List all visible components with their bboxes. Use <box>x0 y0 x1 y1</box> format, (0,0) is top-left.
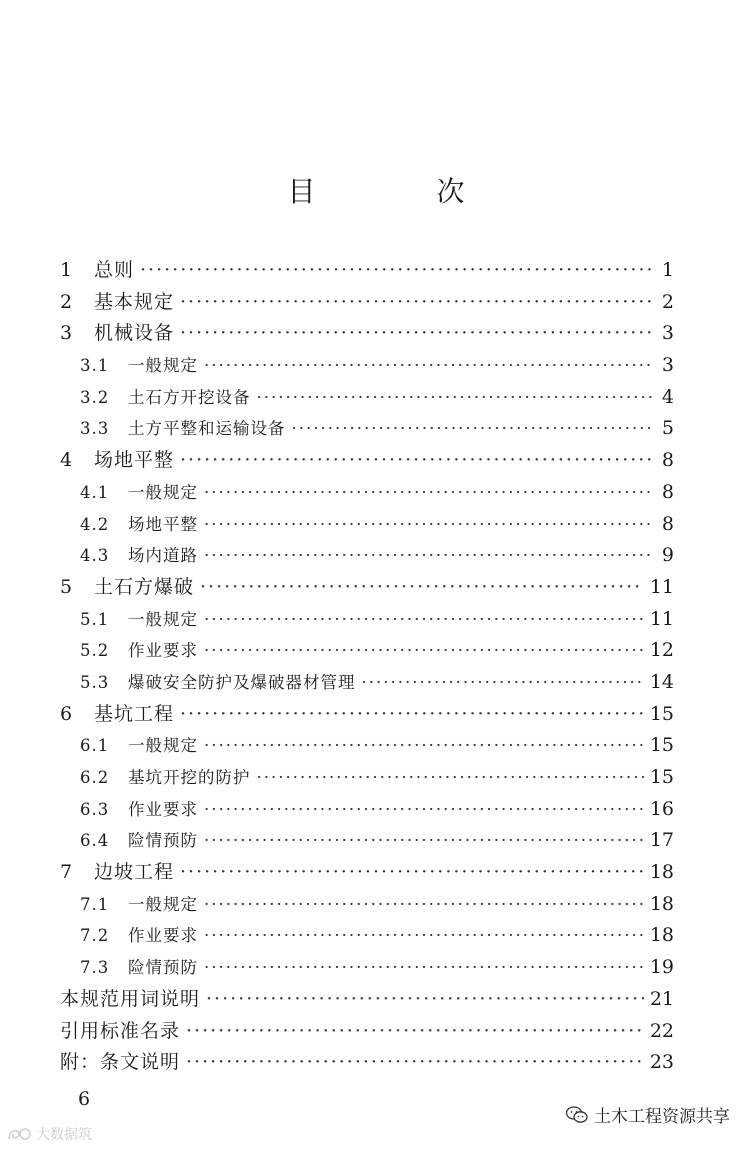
toc-dot-leader <box>362 667 644 699</box>
watermark-right-text: 土木工程资源共享 <box>594 1107 730 1127</box>
toc-entry-label: 险情预防 <box>128 958 198 978</box>
toc-dot-leader <box>180 445 654 477</box>
toc-entry-page: 9 <box>661 544 674 567</box>
toc-entry-label: 基坑开挖的防护 <box>128 768 251 787</box>
logo-icon <box>6 1125 34 1143</box>
toc-entry-page: 17 <box>649 829 674 852</box>
toc-entry-page: 3 <box>661 322 674 345</box>
toc-entry-label: 附：条文说明 <box>60 1051 181 1074</box>
toc-dot-leader <box>204 604 644 636</box>
toc-entry-number: 6.2 <box>80 768 110 787</box>
toc-entry-number: 7.1 <box>80 894 110 914</box>
toc-entry-number: 5.1 <box>80 609 110 629</box>
toc-dot-leader <box>204 730 644 762</box>
toc-entry-number: 3.3 <box>80 419 110 439</box>
toc-entry-number: 6.3 <box>80 799 110 819</box>
toc-entry <box>60 1047 674 1079</box>
toc-entry-label: 爆破安全防护及爆破器材管理 <box>128 672 356 692</box>
toc-entry <box>60 604 674 636</box>
toc-entry-page: 2 <box>661 290 674 313</box>
toc-entry <box>60 857 674 889</box>
toc-entry <box>60 255 674 287</box>
toc-entry-label: 土石方爆破 <box>94 575 195 598</box>
toc-entry-label: 引用标准名录 <box>60 1019 181 1042</box>
page-title: 目 次 <box>287 175 521 208</box>
toc-entry-number: 5 <box>60 575 73 598</box>
watermark-left-text: 大数据筑 <box>36 1127 92 1143</box>
toc-entry-page: 5 <box>661 417 674 440</box>
toc-entry-label: 一般规定 <box>128 894 198 914</box>
toc-entry-label: 土石方开挖设备 <box>128 387 251 407</box>
toc-entry-label: 基坑工程 <box>94 702 175 725</box>
toc-dot-leader <box>204 350 654 382</box>
toc-dot-leader <box>292 413 655 445</box>
toc-entry-label: 一般规定 <box>128 356 198 376</box>
toc-dot-leader <box>200 572 644 604</box>
toc-entry-page: 21 <box>649 987 674 1010</box>
toc-entry-number: 5.3 <box>80 672 110 692</box>
toc-entry-label: 场地平整 <box>94 449 175 472</box>
toc-entry-number: 3.2 <box>80 387 110 407</box>
toc-dot-leader <box>257 762 644 794</box>
toc-entry-number: 3.1 <box>80 356 110 376</box>
toc-entry <box>60 794 674 826</box>
toc-entry <box>60 699 674 731</box>
toc-entry-number: 6.1 <box>80 736 110 756</box>
toc-dot-leader <box>257 382 655 414</box>
toc-entry <box>60 413 674 445</box>
toc-entry-page: 18 <box>649 861 674 884</box>
toc-entry-label: 总则 <box>94 259 135 281</box>
watermark-left <box>6 1124 92 1144</box>
toc-dot-leader <box>204 477 654 509</box>
toc-entry-label: 作业要求 <box>128 641 198 661</box>
toc-entry <box>60 762 674 794</box>
toc-entry-number: 4.3 <box>80 546 110 566</box>
watermark-right <box>566 1102 730 1127</box>
toc-entry-label: 边坡工程 <box>94 861 175 884</box>
toc-entry <box>60 509 674 541</box>
toc-dot-leader <box>204 889 644 921</box>
toc-entry <box>60 318 674 350</box>
toc-dot-leader <box>180 699 644 731</box>
toc-entry <box>60 952 674 984</box>
toc-entry <box>60 350 674 382</box>
toc-entry <box>60 477 674 509</box>
page-number: 6 <box>78 1088 91 1110</box>
toc-entry-label: 场地平整 <box>128 514 198 534</box>
toc-entry-number: 1 <box>60 259 73 281</box>
toc-entry <box>60 572 674 604</box>
toc-entry-number: 7.3 <box>80 958 110 978</box>
toc-dot-leader <box>204 952 644 984</box>
toc-dot-leader <box>186 1047 644 1079</box>
toc-entry-label: 一般规定 <box>128 482 198 502</box>
toc-dot-leader <box>204 825 644 857</box>
toc-entry-label: 作业要求 <box>128 926 198 946</box>
toc-entry-page: 16 <box>649 797 674 820</box>
toc-entry <box>60 667 674 699</box>
wechat-icon <box>566 1106 588 1124</box>
toc-entry-label: 基本规定 <box>94 290 175 313</box>
toc-dot-leader <box>204 509 654 541</box>
toc-entry-page: 3 <box>661 354 674 377</box>
toc-entry-number: 7.2 <box>80 926 110 946</box>
toc-entry-number: 4.1 <box>80 482 110 502</box>
toc-entry-page: 23 <box>649 1051 674 1074</box>
toc-dot-leader <box>180 318 654 350</box>
toc-dot-leader <box>140 255 654 287</box>
toc-entry <box>60 984 674 1016</box>
toc-entry <box>60 287 674 319</box>
toc-entry-page: 15 <box>649 702 674 725</box>
toc-entry-page: 8 <box>661 512 674 535</box>
toc-entry-page: 14 <box>649 670 674 693</box>
toc-entry <box>60 730 674 762</box>
toc-entry-page: 12 <box>649 639 674 662</box>
toc-entry-page: 18 <box>649 924 674 947</box>
toc-entry-label: 一般规定 <box>128 736 198 756</box>
toc-entry <box>60 1016 674 1048</box>
table-of-contents <box>60 255 674 1079</box>
toc-entry-page: 22 <box>649 1019 674 1042</box>
toc-entry-page: 8 <box>661 480 674 503</box>
toc-entry-number: 2 <box>60 290 73 313</box>
toc-entry-page: 11 <box>649 607 674 630</box>
toc-entry <box>60 382 674 414</box>
toc-dot-leader <box>180 287 654 319</box>
toc-entry-page: 8 <box>661 449 674 472</box>
toc-entry <box>60 920 674 952</box>
toc-entry-page: 15 <box>649 734 674 757</box>
toc-entry-number: 4 <box>60 449 73 472</box>
toc-dot-leader <box>206 984 644 1016</box>
toc-entry-label: 机械设备 <box>94 322 175 345</box>
toc-entry-page: 1 <box>661 259 674 281</box>
toc-entry-number: 4.2 <box>80 514 110 534</box>
toc-entry-number: 7 <box>60 861 73 884</box>
toc-dot-leader <box>204 794 644 826</box>
toc-entry-label: 本规范用词说明 <box>60 987 201 1010</box>
toc-entry-page: 4 <box>661 385 674 408</box>
toc-entry-page: 18 <box>649 892 674 915</box>
toc-entry-number: 6.4 <box>80 831 110 851</box>
toc-dot-leader <box>204 920 644 952</box>
toc-dot-leader <box>204 635 644 667</box>
toc-entry-label: 一般规定 <box>128 609 198 629</box>
toc-entry-number: 5.2 <box>80 641 110 661</box>
toc-entry-number: 6 <box>60 702 73 725</box>
toc-entry-page: 11 <box>649 575 674 598</box>
toc-entry <box>60 635 674 667</box>
toc-entry-label: 土方平整和运输设备 <box>128 419 286 439</box>
toc-entry <box>60 825 674 857</box>
toc-entry-label: 作业要求 <box>128 799 198 819</box>
toc-entry-number: 3 <box>60 322 73 345</box>
toc-entry-page: 19 <box>649 956 674 979</box>
toc-entry-label: 险情预防 <box>128 831 198 851</box>
toc-dot-leader <box>180 857 644 889</box>
toc-entry-label: 场内道路 <box>128 546 198 566</box>
toc-entry <box>60 445 674 477</box>
toc-dot-leader <box>204 540 654 572</box>
toc-dot-leader <box>186 1016 644 1048</box>
toc-entry <box>60 889 674 921</box>
toc-entry-page: 15 <box>649 766 674 788</box>
toc-entry <box>60 540 674 572</box>
